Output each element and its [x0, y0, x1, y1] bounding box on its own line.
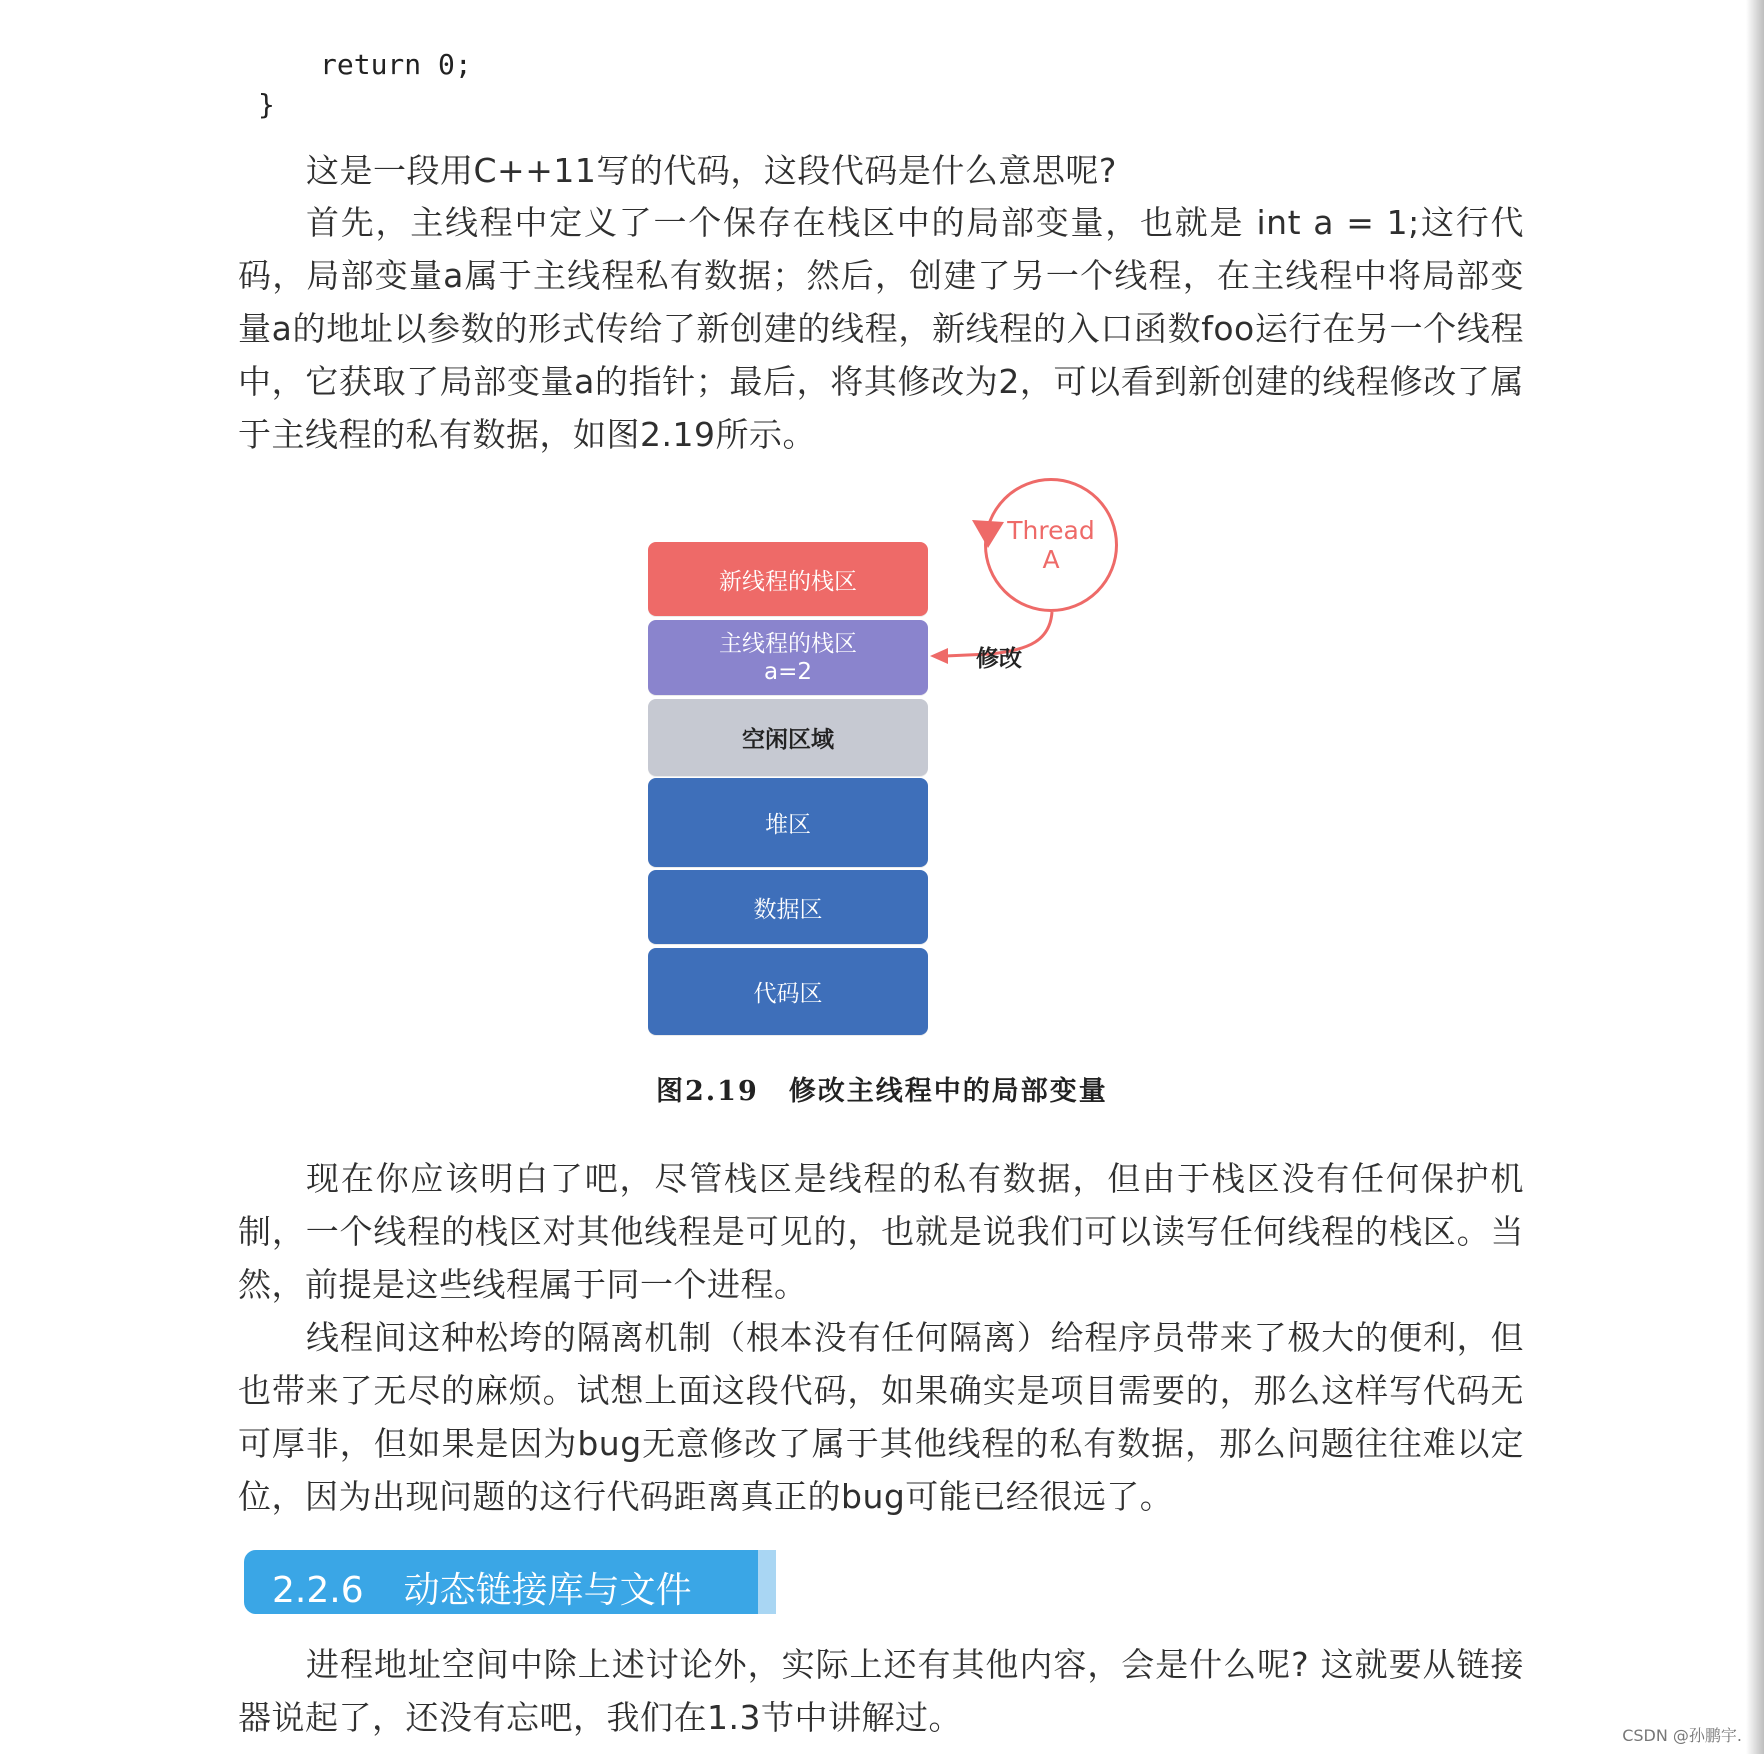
paragraph-intro: 这是一段用C++11写的代码，这段代码是什么意思呢?: [306, 151, 1117, 190]
page-edge: [1746, 0, 1764, 1754]
modify-label: 修改: [976, 646, 1022, 672]
block-main-thread-stack-value: a=2: [764, 658, 812, 685]
paragraph-linker: 进程地址空间中除上述讨论外，实际上还有其他内容，会是什么呢? 这就要从链接器说起了，还没有忘吧，我们在1.3节中讲解过。: [238, 1645, 1524, 1737]
thread-a-label-line2: A: [1042, 545, 1060, 574]
section-number: 2.2.6: [272, 1570, 364, 1611]
figure-caption-number: 图2.19: [656, 1076, 759, 1107]
watermark: CSDN @孙鹏宇.: [1622, 1726, 1742, 1745]
block-free-area: [648, 699, 928, 776]
block-main-thread-stack-label: 主线程的栈区: [719, 630, 857, 657]
code-return-line: return 0;: [320, 48, 472, 81]
figure-caption-text: 修改主线程中的局部变量: [788, 1076, 1108, 1107]
thread-a-circle: [984, 478, 1118, 612]
thread-circle-arrowhead: [972, 520, 1004, 548]
block-code-label: 代码区: [753, 981, 823, 1007]
section-heading-title: [272, 1562, 692, 1613]
paragraph-isolation: 线程间这种松垮的隔离机制（根本没有任何隔离）给程序员带来了极大的便利，但也带来了无尽的麻烦。试想上面这段代码，如果确实是项目需要的，那么这样写代码无可厚非，但如果是因为bug无意修改了属于其他线程的私有数据，那么问题往往难以定位，因为出现问题的这行代码距离真正的bug可能已经很远了。: [238, 1318, 1524, 1516]
paragraph-stack-visibility: 现在你应该明白了吧，尽管栈区是线程的私有数据，但由于栈区没有任何保护机制，一个线程的栈区对其他线程是可见的，也就是说我们可以读写任何线程的栈区。当然，前提是这些线程属于同一个进程。: [238, 1159, 1524, 1304]
block-new-thread-stack: [648, 542, 928, 616]
section-heading: [244, 1550, 776, 1614]
block-free-area-label: 空闲区域: [742, 727, 834, 753]
figure-caption: [656, 1069, 1108, 1108]
block-main-thread-stack: [648, 620, 928, 695]
block-new-thread-stack-label: 新线程的栈区: [719, 568, 857, 595]
thread-a-label-line1: Thread: [1007, 516, 1095, 545]
block-data: [648, 870, 928, 944]
block-heap-label: 堆区: [765, 812, 811, 838]
paragraph-explanation: 首先，主线程中定义了一个保存在栈区中的局部变量，也就是 int a = 1;这行代码，局部变量a属于主线程私有数据；然后，创建了另一个线程，在主线程中将局部变量a的地址以参数的形式传给了新创建的线程，新线程的入口函数foo运行在另一个线程中，它获取了局部变量a的指针；最后，将其修改为2，可以看到新创建的线程修改了属于主线程的私有数据，如图2.19所示。: [238, 203, 1524, 454]
code-closing-brace: }: [258, 88, 275, 121]
block-data-label: 数据区: [753, 896, 823, 923]
section-title-text: 动态链接库与文件: [403, 1570, 692, 1611]
section-heading-edge: [758, 1550, 776, 1614]
modify-arrowhead: [930, 648, 948, 664]
modify-arrow-line: [945, 612, 1052, 656]
block-code: [648, 948, 928, 1035]
block-heap: [648, 778, 928, 867]
